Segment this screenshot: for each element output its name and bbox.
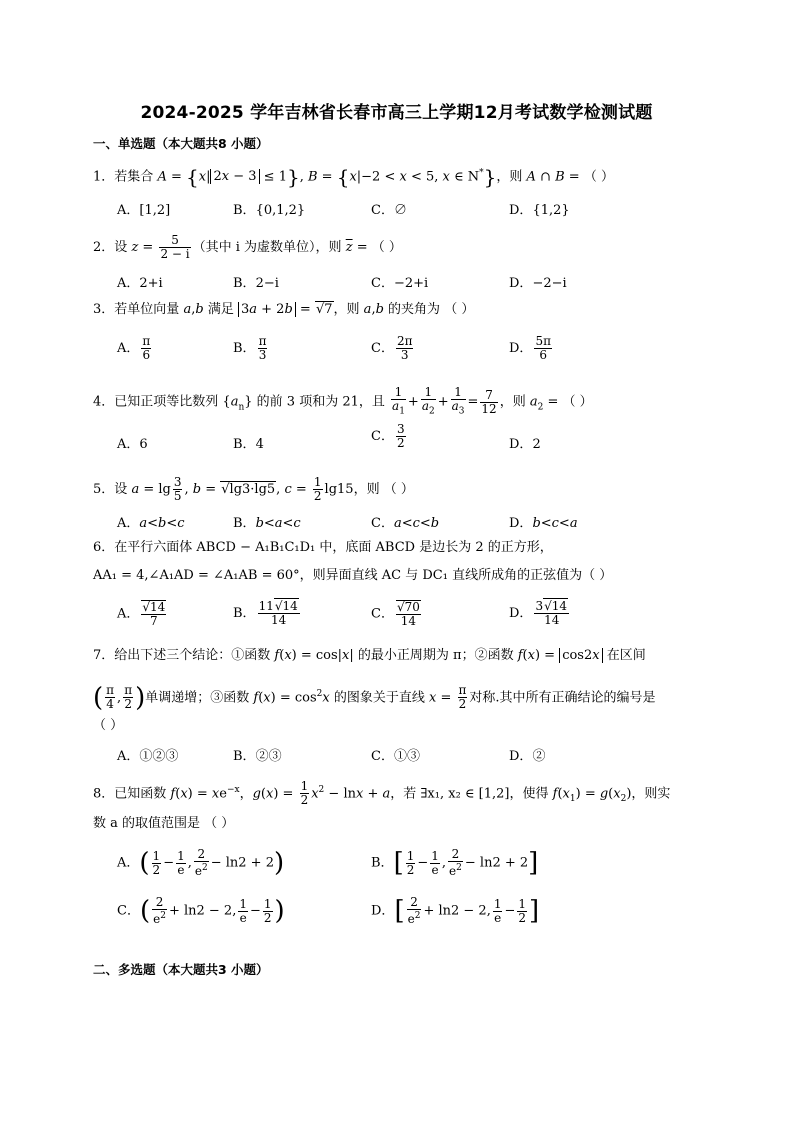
q5-option-b: b<a<c xyxy=(255,516,301,531)
q2-option-a: 2+i xyxy=(139,276,163,291)
section-heading-single-choice: 一、单选题（本大题共8 小题） xyxy=(93,136,269,151)
q4-option-d: 2 xyxy=(532,437,541,452)
q7-option-c: ①③ xyxy=(393,749,420,764)
question-7-line-2: ( $\frac{\pi}{4}$ , $\frac{\pi}{2}$ )单调递增；③函数 $f(x) = \cos^2x$ 的图象关于直线 x = $\frac{\pi}{2}$ 对称.其中所有正确结论的编号是 xyxy=(93,682,656,713)
question-4: 4．已知正项等比数列 $\{a_n\}$ 的前 3 项和为 21，且 $\frac{1}{a_1}$ + $\frac{1}{a_2}$ + $\frac{1}{a_3}$ = $\frac{7}{12}$ ，则 $a_2$ = （ ） xyxy=(93,385,593,417)
question-8-line-1: 8．已知函数 $f(x) = xe^{-x}$，g(x) = $\frac{1}{2}$ $x^2 - \ln x + a$，若 ∃x₁, x₂ ∈ [1,2]，使得 $f(x_1) = g(x_2)$，则实 xyxy=(93,779,671,808)
q4-option-b: 4 xyxy=(255,437,264,452)
q5-option-c: a<c<b xyxy=(393,516,440,531)
question-8-line-2: 数 a 的取值范围是 （ ） xyxy=(93,816,235,831)
q7-option-b: ②③ xyxy=(255,749,282,764)
q2-option-d: −2−i xyxy=(532,276,567,291)
q1-option-b: {0,1,2} xyxy=(255,203,306,218)
question-2: 2．设 z = $\frac{5}{2 - i}$ （其中 i 为虚数单位），则 $\overline{z}$ = （ ） xyxy=(93,233,402,261)
section-heading-multiple-choice: 二、多选题（本大题共3 小题） xyxy=(93,962,269,977)
q2-option-c: −2+i xyxy=(393,276,429,291)
exam-page: 2024-2025 学年吉林省长春市高三上学期12月考试数学检测试题 一、单选题（本大题共8 小题） 1．若集合 A = {x| 2x − 3 ≤ 1}, B = {x|−2 < x < 5, x ∈ N*}，则 A ∩ B = （ ） A．[1,2] B．{0,1,2} C．∅ D．{1,2} 2．设 z = $\frac{5}{2 - i}$ （其中 i 为虚数单位），则 $\overline{z}$ = （ ） A．2+i B．2−i C．−2+i D．−2−i 3．若单位向量 a,b 满足 3a + 2b = √7，则 a,b 的夹角为 （ ） A． $\frac{\pi}{6}$ B． $\frac{\pi}{3}$ C． $\frac{2\pi}{3}$ D． $\frac{5\pi}{6}$ 4．已知正项等比数列 $\{a_n\}$ 的前 3 项和为 21，且 $\frac{1}{a_1}$ + $\frac{1}{a_2}$ + $\frac{1}{a_3}$ = $\frac{7}{12}$ ，则 $a_2$ = （ ） A．6 B．4 C． $\frac{3}{2}$ D．2 5．设 a = lg $\frac{3}{5}$ , b = √lg3·lg5, c = $\frac{1}{2}$ lg15，则 （ ） A．a<b<c B．b<a<c C．a<c<b D．b<c<a 6．在平行六面体 ABCD − A₁B₁C₁D₁ 中，底面 ABCD 是边长为 2 的正方形， AA₁ = 4,∠A₁AD = ∠A₁AB = 60°，则异面直线 AC 与 DC₁ 直线所成角的正弦值为（ ） A． $\frac{√14}{7}$ B． $\frac{11√14}{14}$ C． $\frac{√70}{14}$ D． $\frac{3√14}{14}$ 7．给出下述三个结论：①函数 f(x) = cos|x| 的最小正周期为 π；②函数 f(x) = cos2x 在区间 ( $\frac{\pi}{4}$ , $\frac{\pi}{2}$ )单调递增；③函数 $f(x) = \cos^2x$ 的图象关于直线 x = $\frac{\pi}{2}$ 对称.其中所有正确结论的编号是 （ ） A．①②③ B．②③ C．①③ D．② 8．已知函数 $f(x) = xe^{-x}$，g(x) = $\frac{1}{2}$ $x^2 - \ln x + a$，若 ∃x₁, x₂ ∈ [1,2]，使得 $f(x_1) = g(x_2)$，则实 数 a 的取值范围是 （ ） A．( $\frac{1}{2}$ − $\frac{1}{e}$ , $\frac{2}{e^2}$ − ln2 + 2) B．[ $\frac{1}{2}$ − $\frac{1}{e}$ , $\frac{2}{e^2}$ − ln2 + 2] C．( $\frac{2}{e^2}$ + ln2 − 2, $\frac{1}{e}$ − $\frac{1}{2}$ ) D．[ $\frac{2}{e^2}$ + ln2 − 2, $\frac{1}{e}$ − $\frac{1}{2}$ ] 二、多选题（本大题共3 小题） xyxy=(0,0,793,1123)
question-3: 3．若单位向量 a,b 满足 3a + 2b = √7，则 a,b 的夹角为 （ ） xyxy=(93,302,475,317)
question-5: 5．设 a = lg $\frac{3}{5}$ , b = √lg3·lg5, c = $\frac{1}{2}$ lg15，则 （ ） xyxy=(93,475,414,503)
question-6-line-2: AA₁ = 4,∠A₁AD = ∠A₁AB = 60°，则异面直线 AC 与 DC₁ 直线所成角的正弦值为（ ） xyxy=(93,568,613,583)
page-title: 2024-2025 学年吉林省长春市高三上学期12月考试数学检测试题 xyxy=(140,103,653,123)
question-6-line-1: 6．在平行六面体 ABCD − A₁B₁C₁D₁ 中，底面 ABCD 是边长为 2 的正方形， xyxy=(93,540,553,555)
q4-option-a: 6 xyxy=(139,437,148,452)
q5-option-d: b<c<a xyxy=(532,516,578,531)
q2-option-b: 2−i xyxy=(255,276,279,291)
q1-option-a: [1,2] xyxy=(139,203,171,218)
question-7-line-1: 7．给出下述三个结论：①函数 f(x) = cos|x| 的最小正周期为 π；②函数 f(x) = cos2x 在区间 xyxy=(93,648,646,663)
question-7-line-3: （ ） xyxy=(93,718,124,733)
question-1: 1．若集合 A = {x| 2x − 3 ≤ 1}, B = {x|−2 < x < 5, x ∈ N*}，则 A ∩ B = （ ） xyxy=(93,164,614,189)
q1-option-c: ∅ xyxy=(393,203,407,218)
q1-option-d: {1,2} xyxy=(532,203,570,218)
q5-option-a: a<b<c xyxy=(139,516,185,531)
q7-option-a: ①②③ xyxy=(139,749,179,764)
q7-option-d: ② xyxy=(532,749,546,764)
